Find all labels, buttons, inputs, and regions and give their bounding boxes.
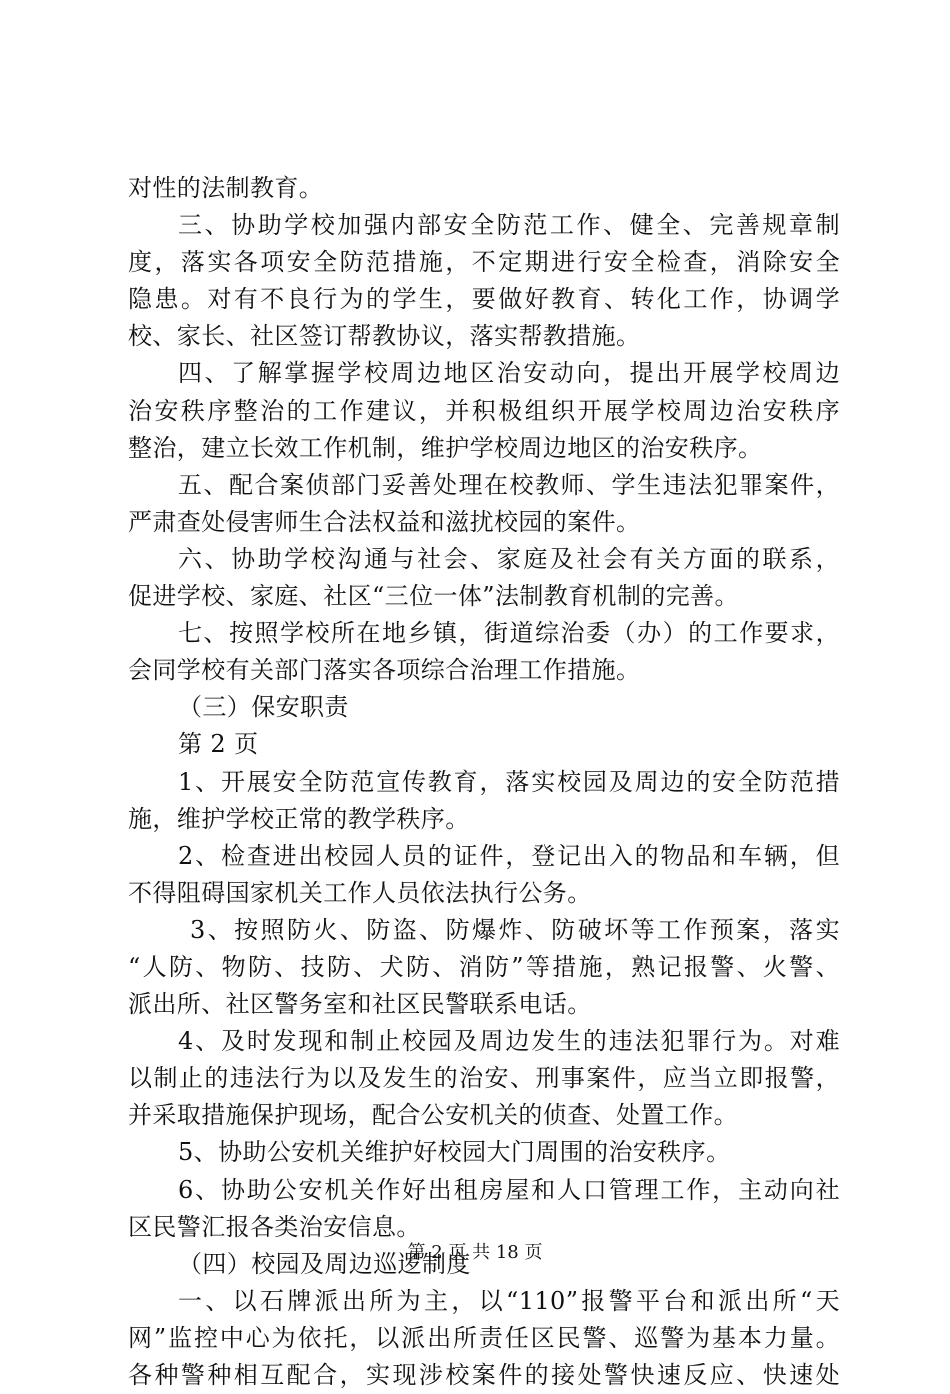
paragraph-heading-line: 一、以石牌派出所为主，以“110”报警平台和派出所“天 [178, 1286, 840, 1315]
paragraph-heading-line: 七、按照学校所在地乡镇，街道综治委（办）的工作要求， [178, 619, 840, 648]
paragraph-heading-line: 4、及时发现和制止校园及周边发生的违法犯罪行为。对难 [178, 1027, 840, 1056]
text-line: 网”监控中心为依托，以派出所责任区民警、巡警为基本力量。 [128, 1323, 840, 1352]
text-line: 度，落实各项安全防范措施，不定期进行安全检查，消除安全 [128, 248, 840, 277]
paragraph-heading-line: 三、协助学校加强内部安全防范工作、健全、完善规章制 [178, 211, 840, 240]
text-line: 对性的法制教育。 [128, 174, 324, 202]
paragraph-heading-line: 五、配合案侦部门妥善处理在校教师、学生违法犯罪案件， [178, 470, 840, 499]
paragraph-heading-line: 5、协助公安机关维护好校园大门周围的治安秩序。 [178, 1138, 731, 1167]
page-footer: 第 2 页 共 18 页 [407, 1242, 543, 1263]
section-heading: （三）保安职责 [178, 693, 349, 722]
paragraph-heading-line: 2、检查进出校园人员的证件，登记出入的物品和车辆，但 [178, 841, 840, 870]
text-line: 治安秩序整治的工作建议，并积极组织开展学校周边治安秩序 [128, 396, 840, 425]
text-line: 施，维护学校正常的教学秩序。 [128, 804, 470, 833]
document-body [128, 170, 840, 1394]
text-line: 不得阻碍国家机关工作人员依法执行公务。 [128, 878, 592, 907]
text-line: 校、家长、社区签订帮教协议，落实帮教措施。 [128, 322, 641, 351]
text-line: 并采取措施保护现场，配合公安机关的侦查、处置工作。 [128, 1101, 738, 1130]
text-line: 促进学校、家庭、社区“三位一体”法制教育机制的完善。 [128, 582, 739, 611]
page-marker: 第 2 页 [178, 730, 259, 759]
paragraph-heading-line: 1、开展安全防范宣传教育，落实校园及周边的安全防范措 [178, 767, 840, 796]
text-line: 各种警种相互配合，实现涉校案件的接处警快速反应、快速处 [128, 1361, 840, 1389]
text-line: 会同学校有关部门落实各项综合治理工作措施。 [128, 656, 641, 685]
text-line: 派出所、社区警务室和社区民警联系电话。 [128, 990, 592, 1019]
text-line: 以制止的违法行为以及发生的治安、刑事案件，应当立即报警， [128, 1064, 840, 1093]
text-line: 隐患。对有不良行为的学生，要做好教育、转化工作，协调学 [128, 285, 840, 314]
paragraph-heading-line: 3、按照防火、防盗、防爆炸、防破坏等工作预案，落实 [190, 915, 840, 944]
paragraph-heading-line: 6、协助公安机关作好出租房屋和人口管理工作，主动向社 [178, 1175, 840, 1204]
paragraph-heading-line: 六、协助学校沟通与社会、家庭及社会有关方面的联系， [178, 544, 840, 573]
text-line: 严肃查处侵害师生合法权益和滋扰校园的案件。 [128, 507, 641, 536]
section-heading: （四）校园及周边巡逻制度 [178, 1249, 471, 1278]
text-line: “人防、物防、技防、犬防、消防”等措施，熟记报警、火警、 [128, 952, 840, 981]
text-line: 整治，建立长效工作机制，维护学校周边地区的治安秩序。 [128, 433, 763, 462]
paragraph-heading-line: 四、了解掌握学校周边地区治安动向，提出开展学校周边 [178, 359, 840, 388]
text-line: 区民警汇报各类治安信息。 [128, 1212, 421, 1241]
